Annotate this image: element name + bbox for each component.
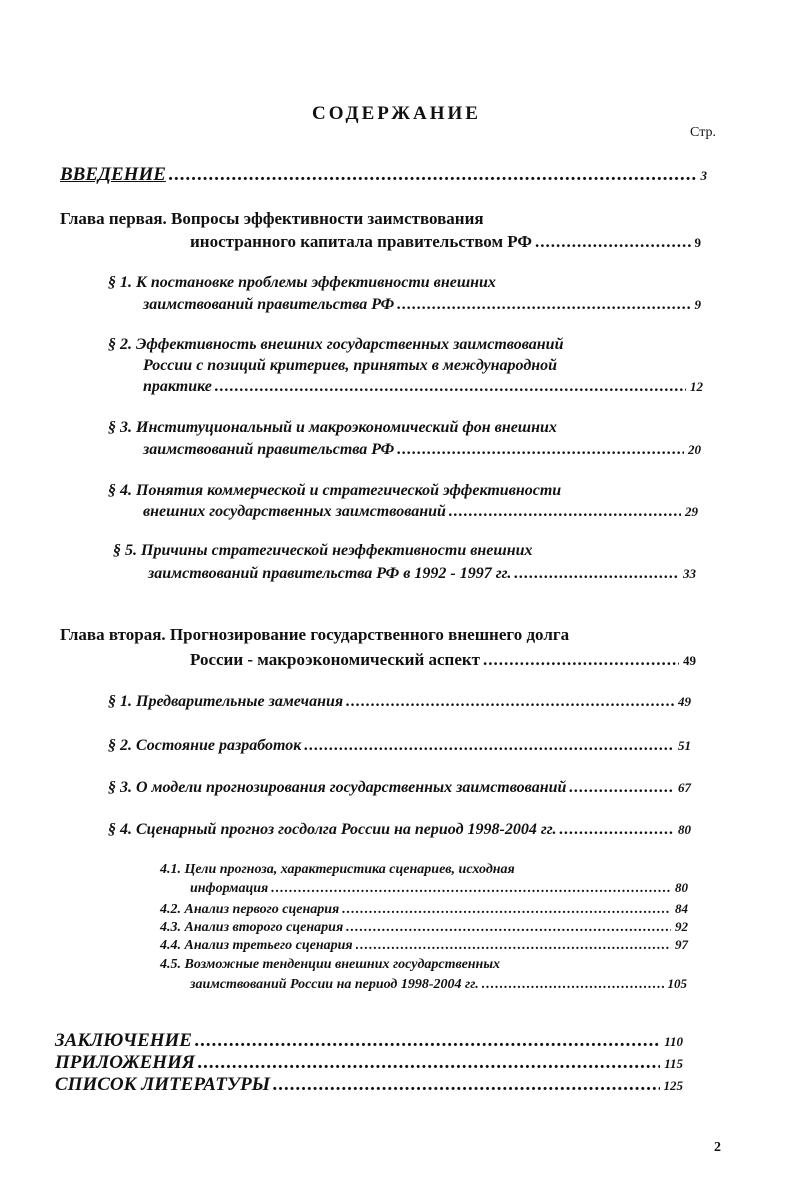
page-column-label: Стр.	[690, 125, 716, 140]
leader-dots	[569, 779, 674, 797]
toc-entry-ch1-s3[interactable]	[143, 441, 701, 459]
toc-entry-label: внешних государственных заимствований	[143, 503, 446, 520]
toc-entry-label: заимствований России на период 1998-2004 гг.	[190, 977, 479, 992]
toc-entry-label: 4.4. Анализ третьего сценария	[160, 938, 353, 953]
leader-dots	[397, 296, 690, 314]
leader-dots	[559, 821, 674, 839]
toc-entry-sub-4-2[interactable]	[160, 901, 688, 918]
section-heading: России с позиций критериев, принятых в международной	[143, 357, 558, 374]
toc-page-number: 125	[663, 1078, 683, 1093]
toc-page-number: 33	[683, 566, 696, 581]
toc-entry-sub-4-4[interactable]	[160, 937, 688, 954]
toc-page-number: 84	[675, 901, 688, 916]
leader-dots	[342, 902, 671, 918]
section-heading: § 3. Институциональный и макроэкономический фон внешних	[108, 419, 557, 436]
toc-page-number: 105	[667, 976, 687, 991]
toc-page-number: 49	[678, 694, 691, 709]
leader-dots	[169, 164, 697, 186]
toc-entry-ch2-s4[interactable]	[108, 821, 691, 839]
toc-page-number: 67	[678, 780, 691, 795]
toc-page-number: 3	[700, 168, 707, 183]
toc-entry-label: заимствований правительства РФ	[143, 296, 395, 313]
leader-dots	[483, 650, 679, 670]
leader-dots	[273, 1074, 659, 1096]
toc-entry-chapter2[interactable]	[190, 650, 696, 670]
toc-entry-chapter1[interactable]	[190, 232, 701, 252]
leader-dots	[271, 881, 671, 897]
toc-entry-bibliography[interactable]	[55, 1074, 683, 1096]
section-heading: § 5. Причины стратегической неэффективности внешних	[113, 542, 533, 559]
toc-entry-label: России - макроэкономический аспект	[190, 650, 481, 669]
toc-entry-sub-4-3[interactable]	[160, 919, 688, 936]
section-heading: § 1. К постановке проблемы эффективности внешних	[108, 274, 496, 291]
toc-entry-label: § 1. Предварительные замечания	[108, 693, 344, 710]
toc-page-number: 49	[683, 653, 696, 668]
leader-dots	[304, 737, 674, 755]
page-number: 2	[714, 1140, 721, 1155]
toc-entry-ch1-s1[interactable]	[143, 296, 701, 314]
leader-dots	[535, 232, 691, 252]
toc-entry-label: § 3. О модели прогнозирования государственных заимствований	[108, 779, 567, 796]
toc-entry-label: ЗАКЛЮЧЕНИЕ	[55, 1030, 192, 1051]
page-title: СОДЕРЖАНИЕ	[312, 103, 481, 124]
toc-page-number: 29	[685, 504, 698, 519]
toc-page-number: 51	[678, 738, 691, 753]
toc-entry-ch1-s5[interactable]	[148, 565, 696, 583]
toc-page-number: 12	[690, 379, 703, 394]
leader-dots	[215, 378, 686, 396]
toc-entry-ch1-s4[interactable]	[143, 503, 698, 521]
toc-entry-label: 4.2. Анализ первого сценария	[160, 902, 340, 917]
toc-page-number: 80	[675, 880, 688, 895]
toc-entry-label: § 4. Сценарный прогноз госдолга России на период 1998-2004 гг.	[108, 821, 557, 838]
section-heading: § 4. Понятия коммерческой и стратегической эффективности	[108, 482, 562, 499]
toc-page-number: 115	[664, 1056, 683, 1071]
toc-entry-label: ПРИЛОЖЕНИЯ	[55, 1052, 195, 1073]
toc-entry-ch1-s2[interactable]	[143, 378, 703, 396]
toc-entry-conclusion[interactable]	[55, 1030, 683, 1052]
chapter1-heading: Глава первая. Вопросы эффективности заимствования	[60, 209, 484, 228]
toc-entry-label: заимствований правительства РФ в 1992 - 1997 гг.	[148, 565, 512, 582]
leader-dots	[195, 1030, 660, 1052]
toc-entry-ch2-s3[interactable]	[108, 779, 691, 797]
toc-page-number: 92	[675, 919, 688, 934]
toc-entry-sub-4-1[interactable]	[190, 880, 688, 897]
toc-page-number: 9	[694, 297, 701, 312]
toc-entry-label: иностранного капитала правительством РФ	[190, 232, 532, 251]
toc-entry-appendices[interactable]	[55, 1052, 683, 1074]
toc-entry-label: информация	[190, 881, 269, 896]
leader-dots	[346, 920, 671, 936]
toc-page-number: 20	[688, 442, 701, 457]
toc-page-number: 9	[694, 235, 701, 250]
chapter2-heading: Глава вторая. Прогнозирование государственного внешнего долга	[60, 625, 570, 644]
leader-dots	[397, 441, 684, 459]
leader-dots	[514, 565, 679, 583]
toc-entry-label: практике	[143, 378, 212, 395]
toc-page-number: 80	[678, 822, 691, 837]
leader-dots	[482, 977, 664, 993]
leader-dots	[346, 693, 674, 711]
toc-entry-intro[interactable]	[60, 164, 707, 186]
toc-entry-label: ВВЕДЕНИЕ	[60, 164, 166, 185]
toc-entry-sub-4-5[interactable]	[190, 976, 687, 993]
toc-entry-ch2-s2[interactable]	[108, 737, 691, 755]
toc-page-number: 97	[675, 937, 688, 952]
leader-dots	[449, 503, 681, 521]
toc-entry-label: СПИСОК ЛИТЕРАТУРЫ	[55, 1074, 271, 1095]
toc-entry-ch2-s1[interactable]	[108, 693, 691, 711]
toc-entry-label: 4.3. Анализ второго сценария	[160, 920, 344, 935]
subsection-heading: 4.1. Цели прогноза, характеристика сценариев, исходная	[160, 862, 515, 877]
toc-entry-label: заимствований правительства РФ	[143, 441, 395, 458]
section-heading: § 2. Эффективность внешних государственных заимствований	[108, 336, 564, 353]
toc-entry-label: § 2. Состояние разработок	[108, 737, 302, 754]
toc-page-number: 110	[664, 1034, 683, 1049]
leader-dots	[356, 938, 671, 954]
leader-dots	[198, 1052, 660, 1074]
subsection-heading: 4.5. Возможные тенденции внешних государственных	[160, 957, 501, 972]
